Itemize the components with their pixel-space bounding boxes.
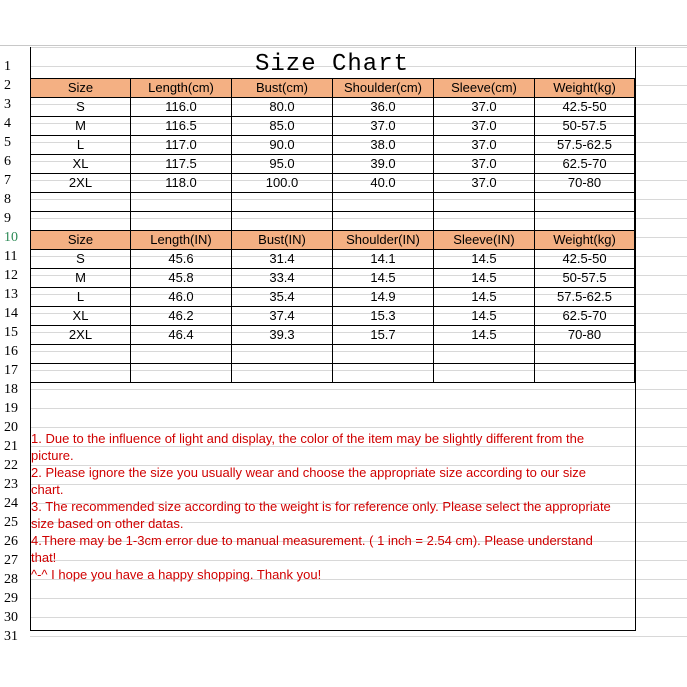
grid-line bbox=[635, 47, 687, 48]
page-title: Size Chart bbox=[254, 51, 410, 78]
table-cell[interactable]: L bbox=[31, 136, 131, 155]
column-header-strip bbox=[0, 35, 687, 46]
table-cell[interactable]: 100.0 bbox=[232, 174, 333, 193]
table-cell[interactable]: 62.5-70 bbox=[535, 155, 635, 174]
table-cell[interactable]: 14.5 bbox=[434, 250, 535, 269]
table-cell[interactable]: 37.0 bbox=[434, 174, 535, 193]
row-number[interactable]: 3 bbox=[4, 97, 11, 112]
row-number[interactable]: 29 bbox=[4, 591, 18, 606]
table-cell[interactable]: 35.4 bbox=[232, 288, 333, 307]
table-cell[interactable]: 37.0 bbox=[434, 117, 535, 136]
row-number[interactable]: 17 bbox=[4, 363, 18, 378]
grid-line bbox=[635, 541, 687, 542]
note-line: 3. The recommended size according to the weight is for reference only. Please select the appropriate bbox=[31, 499, 611, 514]
grid-line bbox=[635, 199, 687, 200]
table-cell[interactable]: 42.5-50 bbox=[535, 250, 635, 269]
row-number[interactable]: 9 bbox=[4, 211, 11, 226]
table-cell[interactable]: 14.5 bbox=[434, 288, 535, 307]
table-cell[interactable]: 37.4 bbox=[232, 307, 333, 326]
table-cell[interactable]: 90.0 bbox=[232, 136, 333, 155]
row-number[interactable]: 18 bbox=[4, 382, 18, 397]
note-line: 1. Due to the influence of light and display, the color of the item may be slightly different from the bbox=[31, 431, 585, 446]
grid-line bbox=[635, 237, 687, 238]
table-cell[interactable]: 45.8 bbox=[131, 269, 232, 288]
table-cell[interactable]: M bbox=[31, 117, 131, 136]
row-number[interactable]: 16 bbox=[4, 344, 18, 359]
table-cell[interactable]: 62.5-70 bbox=[535, 307, 635, 326]
table-cell[interactable]: 116.0 bbox=[131, 98, 232, 117]
row-number[interactable]: 15 bbox=[4, 325, 18, 340]
row-number[interactable]: 2 bbox=[4, 78, 11, 93]
row-number[interactable]: 1 bbox=[4, 59, 11, 74]
row-number[interactable]: 27 bbox=[4, 553, 18, 568]
row-number[interactable]: 21 bbox=[4, 439, 18, 454]
table-cell[interactable]: 14.5 bbox=[434, 269, 535, 288]
table-cell[interactable]: 117.0 bbox=[131, 136, 232, 155]
row-number[interactable]: 19 bbox=[4, 401, 18, 416]
grid-line bbox=[635, 294, 687, 295]
note-line: chart. bbox=[31, 482, 64, 497]
row-number[interactable]: 8 bbox=[4, 192, 11, 207]
row-number[interactable]: 23 bbox=[4, 477, 18, 492]
table-cell[interactable]: 57.5-62.5 bbox=[535, 288, 635, 307]
table-cell[interactable]: 15.7 bbox=[333, 326, 434, 345]
table-cell[interactable]: 46.2 bbox=[131, 307, 232, 326]
grid-line bbox=[635, 598, 687, 599]
table-cell[interactable]: 50-57.5 bbox=[535, 269, 635, 288]
column-header[interactable]: Size bbox=[31, 79, 131, 98]
grid-line bbox=[635, 446, 687, 447]
grid-line bbox=[635, 275, 687, 276]
column-header[interactable]: Shoulder(cm) bbox=[333, 79, 434, 98]
grid-line bbox=[635, 636, 687, 637]
table-cell[interactable]: 2XL bbox=[31, 174, 131, 193]
table-cell[interactable]: S bbox=[31, 98, 131, 117]
row-number[interactable]: 12 bbox=[4, 268, 18, 283]
column-header[interactable]: Sleeve(IN) bbox=[434, 231, 535, 250]
column-header[interactable]: Weight(kg) bbox=[535, 79, 635, 98]
note-line: ^-^ I hope you have a happy shopping. Thank you! bbox=[31, 567, 322, 582]
table-cell[interactable]: 14.5 bbox=[333, 269, 434, 288]
table-cell[interactable]: 31.4 bbox=[232, 250, 333, 269]
table-cell[interactable]: 33.4 bbox=[232, 269, 333, 288]
right-empty-cells bbox=[635, 47, 687, 647]
row-number[interactable]: 13 bbox=[4, 287, 18, 302]
table-cell[interactable]: 85.0 bbox=[232, 117, 333, 136]
grid-line bbox=[635, 123, 687, 124]
row-number[interactable]: 20 bbox=[4, 420, 18, 435]
grid-line bbox=[635, 66, 687, 67]
table-cell[interactable]: 46.0 bbox=[131, 288, 232, 307]
row-number[interactable]: 6 bbox=[4, 154, 11, 169]
table-cell[interactable]: 70-80 bbox=[535, 174, 635, 193]
table-cell[interactable]: 37.0 bbox=[434, 155, 535, 174]
grid-line bbox=[635, 503, 687, 504]
row-number[interactable]: 11 bbox=[4, 249, 18, 264]
grid-line bbox=[635, 351, 687, 352]
table-cell[interactable]: 118.0 bbox=[131, 174, 232, 193]
table-cell[interactable]: 37.0 bbox=[333, 117, 434, 136]
note-line: size based on other datas. bbox=[31, 516, 184, 531]
row-number[interactable]: 22 bbox=[4, 458, 18, 473]
grid-line bbox=[635, 332, 687, 333]
grid-line bbox=[635, 389, 687, 390]
table-cell[interactable]: L bbox=[31, 288, 131, 307]
grid-line bbox=[635, 617, 687, 618]
table-cell[interactable]: 116.5 bbox=[131, 117, 232, 136]
grid-line bbox=[635, 560, 687, 561]
column-header[interactable]: Sleeve(cm) bbox=[434, 79, 535, 98]
column-header[interactable]: Bust(cm) bbox=[232, 79, 333, 98]
row-number[interactable]: 30 bbox=[4, 610, 18, 625]
grid-line bbox=[635, 579, 687, 580]
row-number[interactable]: 7 bbox=[4, 173, 11, 188]
table-cell[interactable]: 80.0 bbox=[232, 98, 333, 117]
table-cell[interactable]: 15.3 bbox=[333, 307, 434, 326]
row-number[interactable]: 5 bbox=[4, 135, 11, 150]
column-header[interactable]: Bust(IN) bbox=[232, 231, 333, 250]
row-number[interactable]: 10 bbox=[4, 230, 18, 245]
row-number[interactable]: 28 bbox=[4, 572, 18, 587]
table-cell[interactable]: 14.9 bbox=[333, 288, 434, 307]
grid-line bbox=[635, 313, 687, 314]
table-cell[interactable]: 39.3 bbox=[232, 326, 333, 345]
table-cell[interactable]: 37.0 bbox=[434, 136, 535, 155]
grid-line bbox=[635, 218, 687, 219]
grid-line bbox=[30, 636, 635, 637]
row-number[interactable]: 4 bbox=[4, 116, 11, 131]
table-cell[interactable]: 14.1 bbox=[333, 250, 434, 269]
grid-line bbox=[635, 427, 687, 428]
table-cell[interactable]: 50-57.5 bbox=[535, 117, 635, 136]
table-cell[interactable]: 37.0 bbox=[434, 98, 535, 117]
note-line: picture. bbox=[31, 448, 74, 463]
grid-line bbox=[635, 161, 687, 162]
column-header[interactable]: Weight(kg) bbox=[535, 231, 635, 250]
column-header[interactable]: Size bbox=[31, 231, 131, 250]
row-number[interactable]: 31 bbox=[4, 629, 18, 644]
print-area-border bbox=[30, 47, 636, 631]
table-cell[interactable]: 70-80 bbox=[535, 326, 635, 345]
grid-line bbox=[635, 142, 687, 143]
table-cell[interactable]: 14.5 bbox=[434, 326, 535, 345]
grid-line bbox=[635, 370, 687, 371]
grid-line bbox=[635, 484, 687, 485]
grid-line bbox=[635, 180, 687, 181]
table-cell[interactable]: 95.0 bbox=[232, 155, 333, 174]
table-cell[interactable]: 117.5 bbox=[131, 155, 232, 174]
row-number[interactable]: 25 bbox=[4, 515, 18, 530]
note-line: 4.There may be 1-3cm error due to manual measurement. ( 1 inch = 2.54 cm). Please understand bbox=[31, 533, 593, 548]
table-cell[interactable]: 14.5 bbox=[434, 307, 535, 326]
row-number[interactable]: 14 bbox=[4, 306, 18, 321]
table-cell[interactable]: 39.0 bbox=[333, 155, 434, 174]
row-number[interactable]: 24 bbox=[4, 496, 18, 511]
table-cell[interactable]: 45.6 bbox=[131, 250, 232, 269]
column-header[interactable]: Length(IN) bbox=[131, 231, 232, 250]
table-cell[interactable]: 46.4 bbox=[131, 326, 232, 345]
column-header[interactable]: Length(cm) bbox=[131, 79, 232, 98]
grid-line bbox=[635, 465, 687, 466]
grid-line bbox=[635, 522, 687, 523]
table-cell[interactable]: S bbox=[31, 250, 131, 269]
note-line: that! bbox=[31, 550, 57, 565]
table-cell[interactable]: XL bbox=[31, 307, 131, 326]
table-cell[interactable]: 57.5-62.5 bbox=[535, 136, 635, 155]
row-number[interactable]: 26 bbox=[4, 534, 18, 549]
table-cell[interactable]: 36.0 bbox=[333, 98, 434, 117]
grid-line bbox=[635, 256, 687, 257]
grid-line bbox=[635, 85, 687, 86]
table-cell[interactable]: 2XL bbox=[31, 326, 131, 345]
column-header[interactable]: Shoulder(IN) bbox=[333, 231, 434, 250]
table-cell[interactable]: M bbox=[31, 269, 131, 288]
table-cell[interactable]: XL bbox=[31, 155, 131, 174]
grid-line bbox=[635, 408, 687, 409]
table-cell[interactable]: 40.0 bbox=[333, 174, 434, 193]
table-cell[interactable]: 38.0 bbox=[333, 136, 434, 155]
note-line: 2. Please ignore the size you usually wear and choose the appropriate size according to our size bbox=[31, 465, 586, 480]
table-cell[interactable]: 42.5-50 bbox=[535, 98, 635, 117]
grid-line bbox=[635, 104, 687, 105]
